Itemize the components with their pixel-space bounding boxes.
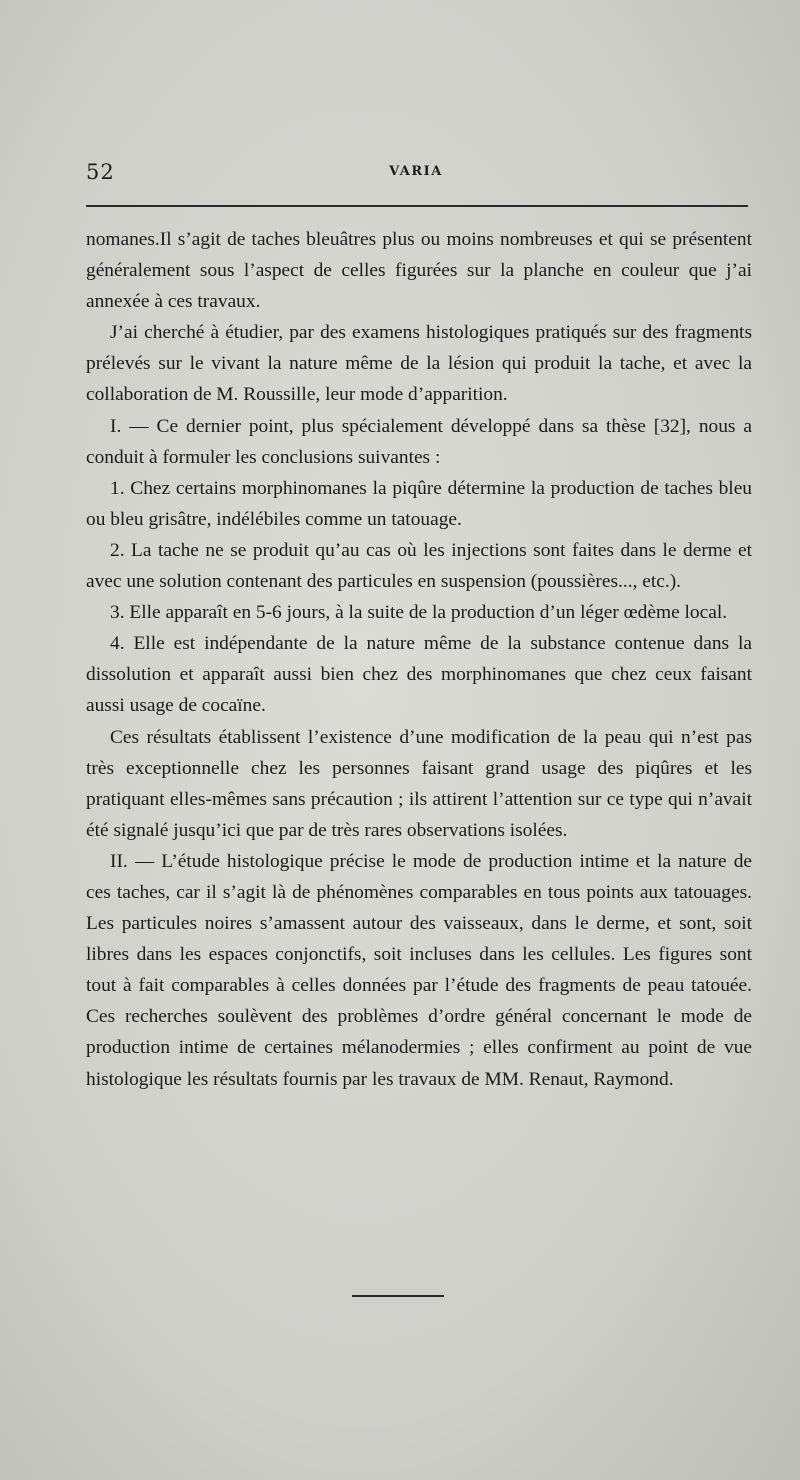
page-header — [86, 160, 746, 188]
paragraph-conclusion-3: 3. Elle apparaît en 5-6 jours, à la suite de la production d’un léger œdème local. — [110, 602, 728, 624]
paragraph-section-two: II. — L’étude histologique précise le mode de production intime et la nature de ces taches, car il s’agit là de phénomènes comparables en tous points aux tatouages. Les particules noires s’amassent autour des vaisseaux, dans le derme, et sont, soit libres dans les espaces conjonctifs, soit incluses dans les cellules. Les figures sont tout à fait comparables à celles données par l’étude des fragments de peau tatouée. Ces recherches soulèvent des problèmes d’ordre général concernant le mode de production intime de certaines mélanodermies ; elles confirment au point de vue histologique les résultats fournis par les travaux de MM. Renaut, Raymond. — [86, 850, 752, 1090]
header-rule — [86, 205, 748, 207]
paragraph-section-one: I. — Ce dernier point, plus spécialement développé dans sa thèse [32], nous a conduit à formuler les conclusions suivantes : — [86, 415, 752, 468]
paragraph-conclusion-1: 1. Chez certains morphinomanes la piqûre détermine la production de taches bleu ou bleu grisâtre, indélébiles comme un tatouage. — [86, 477, 752, 530]
closing-rule — [352, 1295, 444, 1297]
paragraph-conclusion-4: 4. Elle est indépendante de la nature même de la substance contenue dans la dissolution et apparaît aussi bien chez des morphinomanes que chez ceux faisant aussi usage de cocaïne. — [86, 633, 752, 717]
paragraph-results: Ces résultats établissent l’existence d’une modification de la peau qui n’est pas très exceptionnelle chez les personnes faisant grand usage des piqûres et les pratiquant elles-mêmes sans précaution ; ils attirent l’attention sur ce type qui n’avait été signalé jusqu’ici que par de très rares observations isolées. — [86, 726, 752, 841]
paragraph-continuation: nomanes.Il s’agit de taches bleuâtres plus ou moins nombreuses et qui se présentent généralement sous l’aspect de celles figurées sur la planche en couleur que j’ai annexée à ces travaux. — [86, 229, 752, 313]
page-number: 52 — [86, 160, 115, 184]
paragraph-study-aim: J’ai cherché à étudier, par des examens histologiques pratiqués sur des fragments prélevés sur le vivant la nature même de la lésion qui produit la tache, et avec la collaboration de M. Roussille, leur mode d’apparition. — [86, 322, 752, 406]
running-head: VARIA — [389, 164, 443, 179]
paragraph-conclusion-2: 2. La tache ne se produit qu’au cas où les injections sont faites dans le derme et avec une solution contenant des particules en suspension (poussières..., etc.). — [86, 539, 752, 593]
body-text — [86, 224, 752, 1095]
